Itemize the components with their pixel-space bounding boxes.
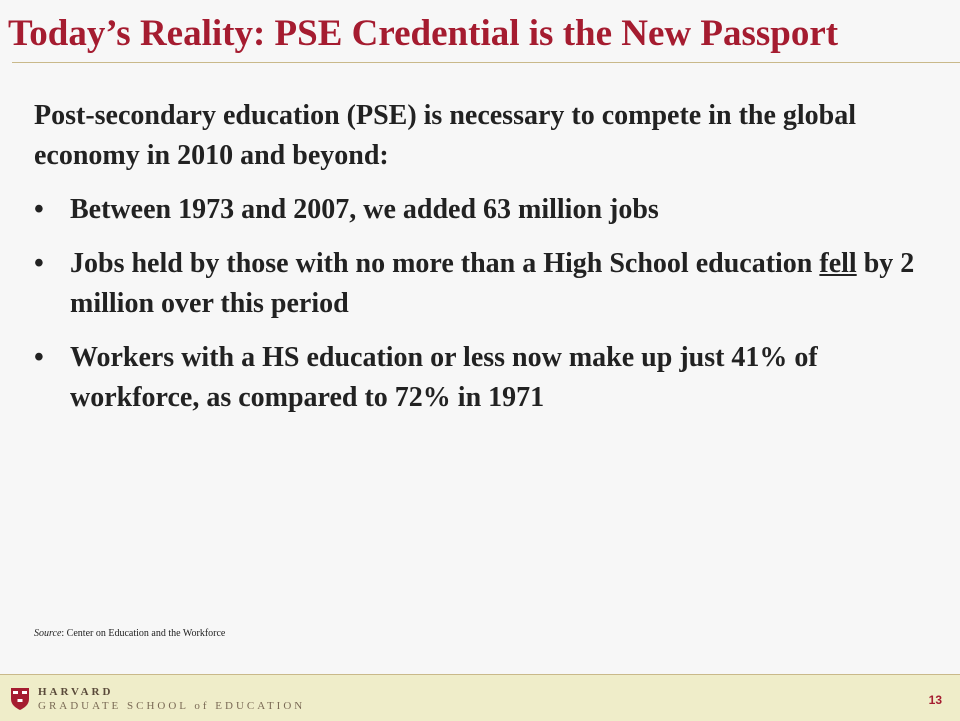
bullet-list bbox=[34, 190, 934, 418]
logo-wordmark bbox=[38, 685, 305, 713]
harvard-gse-logo bbox=[10, 685, 305, 713]
slide-title: Today’s Reality: PSE Credential is the New Passport bbox=[8, 13, 839, 54]
bullet-item-jobs-added bbox=[34, 190, 934, 230]
source-label: Source bbox=[34, 628, 62, 639]
page-number: 13 bbox=[928, 693, 942, 707]
harvard-shield-icon bbox=[10, 687, 30, 711]
logo-line-gse: GRADUATE SCHOOL of EDUCATION bbox=[38, 700, 306, 712]
bullet-dot: • bbox=[34, 248, 44, 279]
bullet-underlined-word: fell bbox=[819, 248, 857, 279]
logo-line-harvard: HARVARD bbox=[38, 686, 114, 698]
bullet-dot: • bbox=[34, 342, 44, 373]
bullet-text-after: by 2 million over this period bbox=[70, 248, 915, 319]
intro-text: Post-secondary education (PSE) is necessary to compete in the global economy in 2010 and beyond: bbox=[34, 100, 857, 171]
bullet-item-hs-jobs-fell bbox=[34, 244, 934, 324]
title-divider bbox=[12, 62, 960, 63]
bullet-dot: • bbox=[34, 194, 44, 225]
bullet-item-workforce-share bbox=[34, 338, 934, 418]
bullet-text: Between 1973 and 2007, we added 63 million jobs bbox=[70, 194, 659, 225]
source-citation bbox=[34, 628, 225, 639]
source-text: : Center on Education and the Workforce bbox=[61, 628, 226, 639]
footer-band bbox=[0, 674, 960, 721]
bullet-text-before: Jobs held by those with no more than a High School education bbox=[70, 248, 820, 279]
bullet-text: Workers with a HS education or less now make up just 41% of workforce, as compared to 72% in 1971 bbox=[70, 342, 818, 413]
slide-body bbox=[34, 96, 934, 432]
